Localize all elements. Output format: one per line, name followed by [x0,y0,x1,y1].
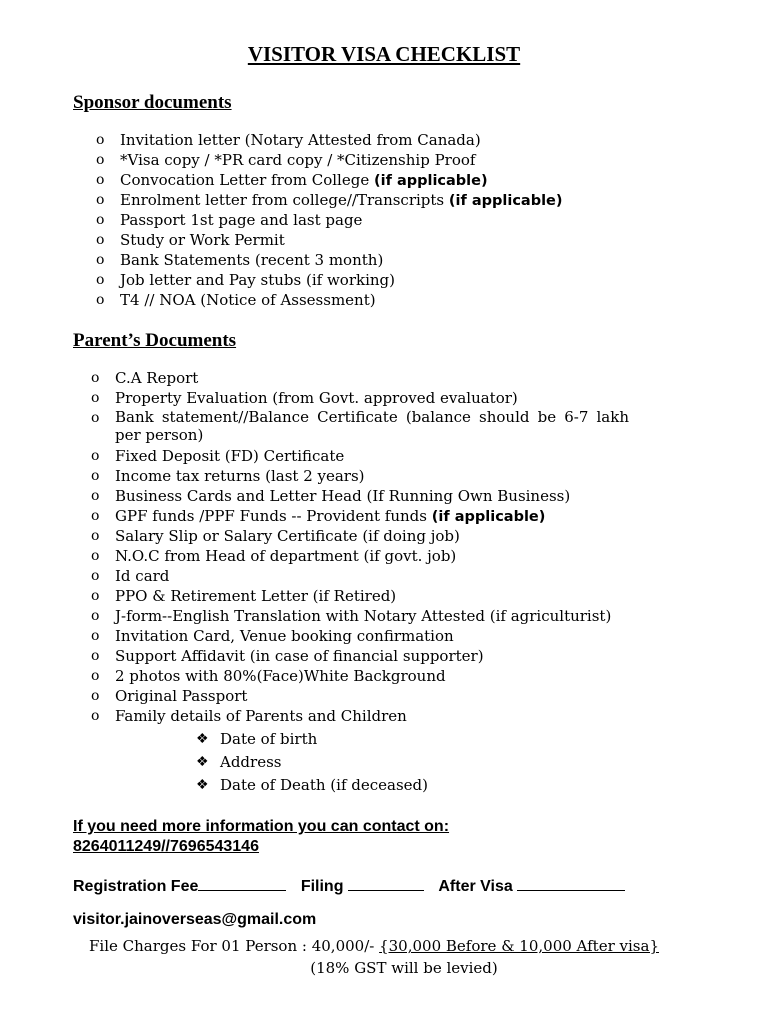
bullet-icon: o [91,708,100,724]
bullet-icon: o [91,608,100,624]
gst-note: (18% GST will be levied) [310,959,498,977]
bullet-icon: o [91,508,100,524]
bullet-icon: o [91,488,100,504]
list-item-text: C.A Report [115,369,199,387]
list-item-text: Invitation Card, Venue booking confirmation [115,627,454,645]
bullet-icon: o [96,192,105,208]
list-item-text: Income tax returns (last 2 years) [115,467,365,485]
list-item-emphasis: (if applicable) [373,173,488,189]
list-item-emphasis: (if applicable) [431,509,546,525]
page-title: VISITOR VISA CHECKLIST [247,42,521,66]
filing-blank [348,876,424,891]
list-item-text: 2 photos with 80%(Face)White Background [115,667,446,685]
list-item [96,190,563,210]
sub-list-item-text: Date of birth [220,730,318,748]
file-charges [0,937,748,955]
family-details-sublist [196,728,428,797]
file-charges-prefix: File Charges For 01 Person : 40,000/- [89,937,380,955]
list-item-text: *Visa copy / *PR card copy / *Citizenship Proof [120,151,476,169]
sponsor-heading: Sponsor documents [73,92,232,113]
bullet-icon: o [91,648,100,664]
sub-list-item [196,774,428,797]
filing-label: Filing [300,878,344,895]
bullet-icon: o [96,132,105,148]
contact-email: visitor.jainoverseas@gmail.com [73,911,317,928]
list-item-text: Support Affidavit (in case of financial supporter) [115,647,484,665]
list-item-text: Bank Statements (recent 3 month) [120,251,384,269]
list-item-text: Salary Slip or Salary Certificate (if doing job) [115,527,460,545]
bullet-icon: o [91,688,100,704]
list-item-text: PPO & Retirement Letter (if Retired) [115,587,397,605]
list-item [91,388,635,408]
file-charges-detail: {30,000 Before & 10,000 After visa} [379,937,659,955]
list-item-text: N.O.C from Head of department (if govt. job) [115,547,457,565]
bullet-icon: o [91,528,100,544]
bullet-icon: o [96,272,105,288]
list-item-text: J-form--English Translation with Notary Attested (if agriculturist) [115,607,612,625]
list-item [96,150,563,170]
list-item-text: Original Passport [115,687,248,705]
list-item-text: Id card [115,567,170,585]
list-item [96,170,563,190]
list-item-text: Enrolment letter from college//Transcripts [120,191,449,209]
diamond-bullet-icon: ❖ [196,754,209,770]
diamond-bullet-icon: ❖ [196,731,209,747]
parents-heading: Parent’s Documents [73,330,237,351]
bullet-icon: o [91,548,100,564]
list-item [91,446,635,466]
bullet-icon: o [91,588,100,604]
bullet-icon: o [96,172,105,188]
list-item-text: Bank statement//Balance Certificate (balance should be 6-7 lakh per person) [115,408,629,444]
sub-list-item [196,751,428,774]
bullet-icon: o [91,628,100,644]
list-item-text: Business Cards and Letter Head (If Running Own Business) [115,487,571,505]
bullet-icon: o [91,468,100,484]
contact-phones: 8264011249//7696543146 [73,838,259,855]
list-item [91,586,635,606]
fees-row [73,876,625,896]
list-item-emphasis: (if applicable) [448,193,563,209]
sub-list-item-text: Date of Death (if deceased) [220,776,428,794]
list-item-text: Study or Work Permit [120,231,285,249]
list-item [91,368,635,388]
list-item [96,130,563,150]
diamond-bullet-icon: ❖ [196,777,209,793]
list-item-text: T4 // NOA (Notice of Assessment) [120,291,376,309]
sponsor-documents-list [96,130,563,310]
bullet-icon: o [91,370,100,386]
bullet-icon: o [96,252,105,268]
after-visa-blank [517,876,625,891]
list-item [91,486,635,506]
bullet-icon: o [96,212,105,228]
after-visa-label: After Visa [438,878,513,895]
list-item [91,506,635,526]
list-item [91,526,635,546]
list-item [96,250,563,270]
list-item-text: Fixed Deposit (FD) Certificate [115,447,345,465]
list-item-text: Job letter and Pay stubs (if working) [120,271,396,289]
list-item [91,706,635,726]
sub-list-item [196,728,428,751]
bullet-icon: o [91,410,100,426]
bullet-icon: o [91,448,100,464]
bullet-icon: o [96,232,105,248]
list-item-text: Property Evaluation (from Govt. approved evaluator) [115,389,518,407]
list-item [96,290,563,310]
list-item-text: Invitation letter (Notary Attested from Canada) [120,131,481,149]
list-item-text: Convocation Letter from College [120,171,374,189]
bullet-icon: o [91,668,100,684]
bullet-icon: o [96,152,105,168]
registration-fee-blank [198,876,286,891]
bullet-icon: o [91,390,100,406]
bullet-icon: o [91,568,100,584]
contact-info-line: If you need more information you can contact on: [73,818,450,835]
list-item [96,270,563,290]
list-item [96,230,563,250]
list-item [91,646,635,666]
list-item [91,626,635,646]
list-item [96,210,563,230]
bullet-icon: o [96,292,105,308]
list-item [91,408,635,446]
list-item-text: GPF funds /PPF Funds -- Provident funds [115,507,432,525]
registration-fee-label: Registration Fee [73,878,199,895]
list-item [91,666,635,686]
parent-documents-list [91,368,635,726]
list-item-text: Family details of Parents and Children [115,707,407,725]
list-item [91,606,635,626]
sub-list-item-text: Address [220,753,282,771]
list-item-text: Passport 1st page and last page [120,211,363,229]
list-item [91,546,635,566]
list-item [91,466,635,486]
list-item [91,686,635,706]
list-item [91,566,635,586]
